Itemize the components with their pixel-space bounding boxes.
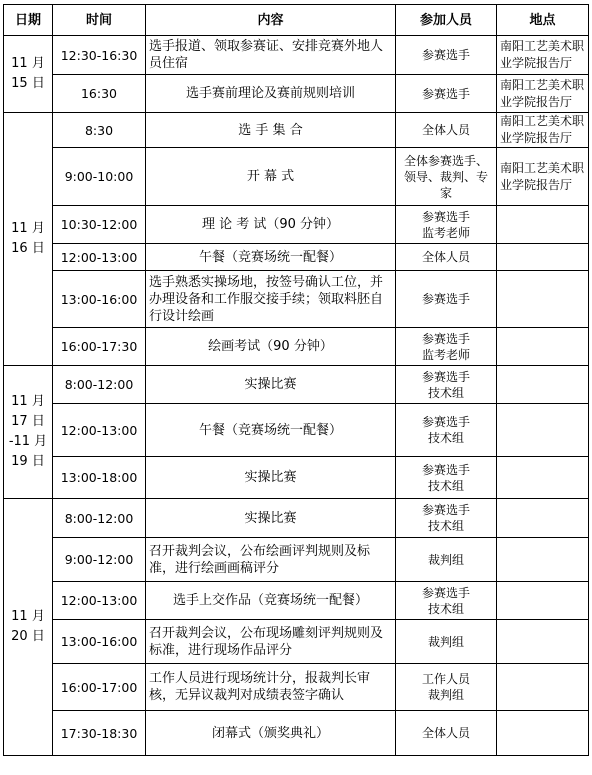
schedule-table	[3, 4, 589, 756]
date-cell: 11 月 15 日	[4, 36, 53, 113]
content-cell: 工作人员进行现场统计分，报裁判长审核，无异议裁判对成绩表签字确认	[146, 664, 396, 711]
place-cell	[497, 328, 589, 366]
place-cell	[497, 366, 589, 404]
place-cell	[497, 206, 589, 244]
table-row	[4, 271, 589, 328]
people-cell: 参赛选手	[396, 271, 497, 328]
content-cell: 午餐（竞赛场统一配餐）	[146, 404, 396, 457]
content-cell: 选手赛前理论及赛前规则培训	[146, 75, 396, 113]
content-cell: 选手报道、领取参赛证、安排竞赛外地人员住宿	[146, 36, 396, 75]
people-cell: 裁判组	[396, 538, 497, 582]
table-row	[4, 582, 589, 620]
content-cell: 实操比赛	[146, 499, 396, 538]
content-cell: 绘画考试（90 分钟）	[146, 328, 396, 366]
table-row	[4, 206, 589, 244]
place-cell	[497, 582, 589, 620]
table-row	[4, 664, 589, 711]
place-cell: 南阳工艺美术职业学院报告厅	[497, 148, 589, 206]
people-cell: 参赛选手 技术组	[396, 366, 497, 404]
date-cell: 11 月 17 日 -11 月 19 日	[4, 366, 53, 499]
time-cell: 17:30-18:30	[53, 711, 146, 756]
place-cell	[497, 620, 589, 664]
time-cell: 13:00-16:00	[53, 620, 146, 664]
time-cell: 16:00-17:30	[53, 328, 146, 366]
table-row	[4, 538, 589, 582]
content-cell: 选手熟悉实操场地，按签号确认工位，并办理设备和工作服交接手续；领取料胚自行设计绘画	[146, 271, 396, 328]
table-row	[4, 457, 589, 499]
place-cell	[497, 457, 589, 499]
table-row	[4, 711, 589, 756]
people-cell: 参赛选手	[396, 75, 497, 113]
people-cell: 全体人员	[396, 244, 497, 271]
content-cell: 召开裁判会议，公布现场雕刻评判规则及标准，进行现场作品评分	[146, 620, 396, 664]
time-cell: 12:00-13:00	[53, 582, 146, 620]
content-cell: 选手上交作品（竞赛场统一配餐）	[146, 582, 396, 620]
content-cell: 实操比赛	[146, 366, 396, 404]
header-row	[4, 5, 589, 36]
time-cell: 16:00-17:00	[53, 664, 146, 711]
date-cell: 11 月 20 日	[4, 499, 53, 756]
table-row	[4, 366, 589, 404]
content-cell: 午餐（竞赛场统一配餐）	[146, 244, 396, 271]
date-cell: 11 月 16 日	[4, 113, 53, 366]
place-cell	[497, 244, 589, 271]
content-cell: 召开裁判会议，公布绘画评判规则及标准，进行绘画画稿评分	[146, 538, 396, 582]
header-time: 时间	[53, 5, 146, 36]
place-cell	[497, 404, 589, 457]
time-cell: 13:00-18:00	[53, 457, 146, 499]
people-cell: 参赛选手 技术组	[396, 457, 497, 499]
content-cell: 闭幕式（颁奖典礼）	[146, 711, 396, 756]
time-cell: 12:30-16:30	[53, 36, 146, 75]
people-cell: 参赛选手 技术组	[396, 404, 497, 457]
table-row	[4, 148, 589, 206]
header-people: 参加人员	[396, 5, 497, 36]
place-cell	[497, 664, 589, 711]
header-place: 地点	[497, 5, 589, 36]
table-row	[4, 75, 589, 113]
table-row	[4, 113, 589, 148]
table-row	[4, 404, 589, 457]
people-cell: 全体人员	[396, 113, 497, 148]
place-cell	[497, 538, 589, 582]
people-cell: 裁判组	[396, 620, 497, 664]
time-cell: 9:00-12:00	[53, 538, 146, 582]
place-cell	[497, 711, 589, 756]
content-cell: 选 手 集 合	[146, 113, 396, 148]
place-cell: 南阳工艺美术职业学院报告厅	[497, 36, 589, 75]
table-row	[4, 36, 589, 75]
people-cell: 全体参赛选手、领导、裁判、专家	[396, 148, 497, 206]
time-cell: 8:00-12:00	[53, 366, 146, 404]
content-cell: 理 论 考 试（90 分钟）	[146, 206, 396, 244]
people-cell: 参赛选手 监考老师	[396, 328, 497, 366]
header-date: 日期	[4, 5, 53, 36]
content-cell: 开 幕 式	[146, 148, 396, 206]
time-cell: 9:00-10:00	[53, 148, 146, 206]
table-row	[4, 244, 589, 271]
time-cell: 12:00-13:00	[53, 404, 146, 457]
people-cell: 全体人员	[396, 711, 497, 756]
place-cell: 南阳工艺美术职业学院报告厅	[497, 75, 589, 113]
table-row	[4, 328, 589, 366]
people-cell: 参赛选手	[396, 36, 497, 75]
header-content: 内容	[146, 5, 396, 36]
place-cell: 南阳工艺美术职业学院报告厅	[497, 113, 589, 148]
people-cell: 参赛选手 监考老师	[396, 206, 497, 244]
place-cell	[497, 499, 589, 538]
table-row	[4, 620, 589, 664]
people-cell: 参赛选手 技术组	[396, 582, 497, 620]
time-cell: 10:30-12:00	[53, 206, 146, 244]
time-cell: 13:00-16:00	[53, 271, 146, 328]
table-row	[4, 499, 589, 538]
place-cell	[497, 271, 589, 328]
people-cell: 参赛选手 技术组	[396, 499, 497, 538]
time-cell: 8:30	[53, 113, 146, 148]
content-cell: 实操比赛	[146, 457, 396, 499]
schedule-body	[4, 36, 589, 756]
time-cell: 8:00-12:00	[53, 499, 146, 538]
time-cell: 16:30	[53, 75, 146, 113]
people-cell: 工作人员 裁判组	[396, 664, 497, 711]
time-cell: 12:00-13:00	[53, 244, 146, 271]
